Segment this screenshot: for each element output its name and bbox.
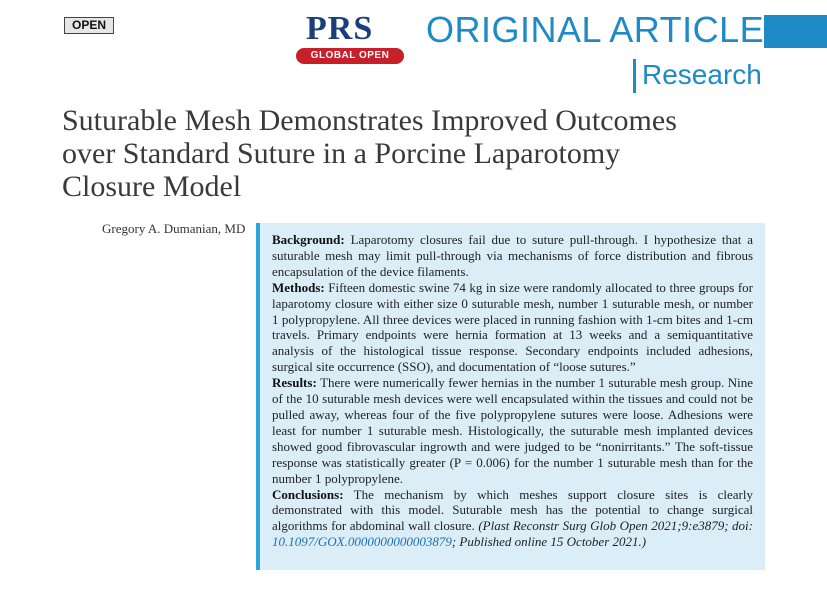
logo-global-open-text: GLOBAL OPEN xyxy=(296,48,404,64)
section-heading-bar xyxy=(764,15,827,48)
doi-link[interactable]: 10.1097/GOX.0000000000003879 xyxy=(272,534,452,550)
abstract-results xyxy=(272,375,753,486)
results-label: Results: xyxy=(272,375,317,391)
citation-suffix: ; Published online 15 October 2021.) xyxy=(451,534,647,550)
citation-prefix: (Plast Reconstr Surg Glob Open 2021;9:e3879; doi: xyxy=(478,518,754,534)
results-text: There were numerically fewer hernias in the number 1 suturable mesh group. Nine of the 10 suturable mesh devices were well encapsulated within the tissues and could not be pulled away, whereas four of the five polypropylene sutures were loose. Adhesions were least for number 1 suturable mesh. Histologically, the suturable mesh implanted devices showed good fibrovascular ingrowth and were judged to be “nonirritants.” The soft-tissue response was statistically greater (P = 0.006) for the number 1 suturable mesh than for the number 1 polypropylene. xyxy=(272,375,754,486)
subsection-heading: Research xyxy=(642,59,762,90)
methods-label: Methods: xyxy=(272,279,325,295)
abstract-conclusions xyxy=(272,487,753,551)
background-text: Laparotomy closures fail due to suture pull-through. I hypothesize that a suturable mesh may limit pull-through via mechanisms of force distribution and fibrous encapsulation of the device filaments. xyxy=(272,232,753,279)
logo-prs-text: PRS xyxy=(306,10,374,47)
open-access-badge: OPEN xyxy=(64,17,114,34)
conclusions-text: The mechanism by which meshes support closure sites is clearly demonstrated with this model. Suturable mesh has the potential to change surgical algorithms for abdominal wall closure. xyxy=(272,486,753,534)
article-author: Gregory A. Dumanian, MD xyxy=(102,221,246,236)
background-label: Background: xyxy=(272,232,345,247)
subsection-bar xyxy=(633,59,636,93)
abstract-background xyxy=(272,232,753,280)
prs-global-open-logo xyxy=(296,10,404,66)
article-title: Suturable Mesh Demonstrates Improved Outcomes over Standard Suture in a Porcine Laparotomy Closure Model xyxy=(62,104,677,203)
abstract-box xyxy=(256,223,765,570)
abstract-methods xyxy=(272,280,753,375)
methods-text: Fifteen domestic swine 74 kg in size were randomly allocated to three groups for laparotomy closure with either size 0 suturable mesh, number 1 suturable mesh, or number 1 polypropylene. All three devices were placed in running fashion with 1-cm bites and 1-cm travels. Primary endpoints were hernia formation at 13 weeks and a semiquantitative analysis of the histological tissue response. Secondary endpoints included adhesions, surgical site occurrence (SSO), and documentation of “loose sutures.” xyxy=(272,279,754,375)
section-heading: ORIGINAL ARTICLE xyxy=(426,9,765,50)
conclusions-label: Conclusions: xyxy=(272,486,344,502)
